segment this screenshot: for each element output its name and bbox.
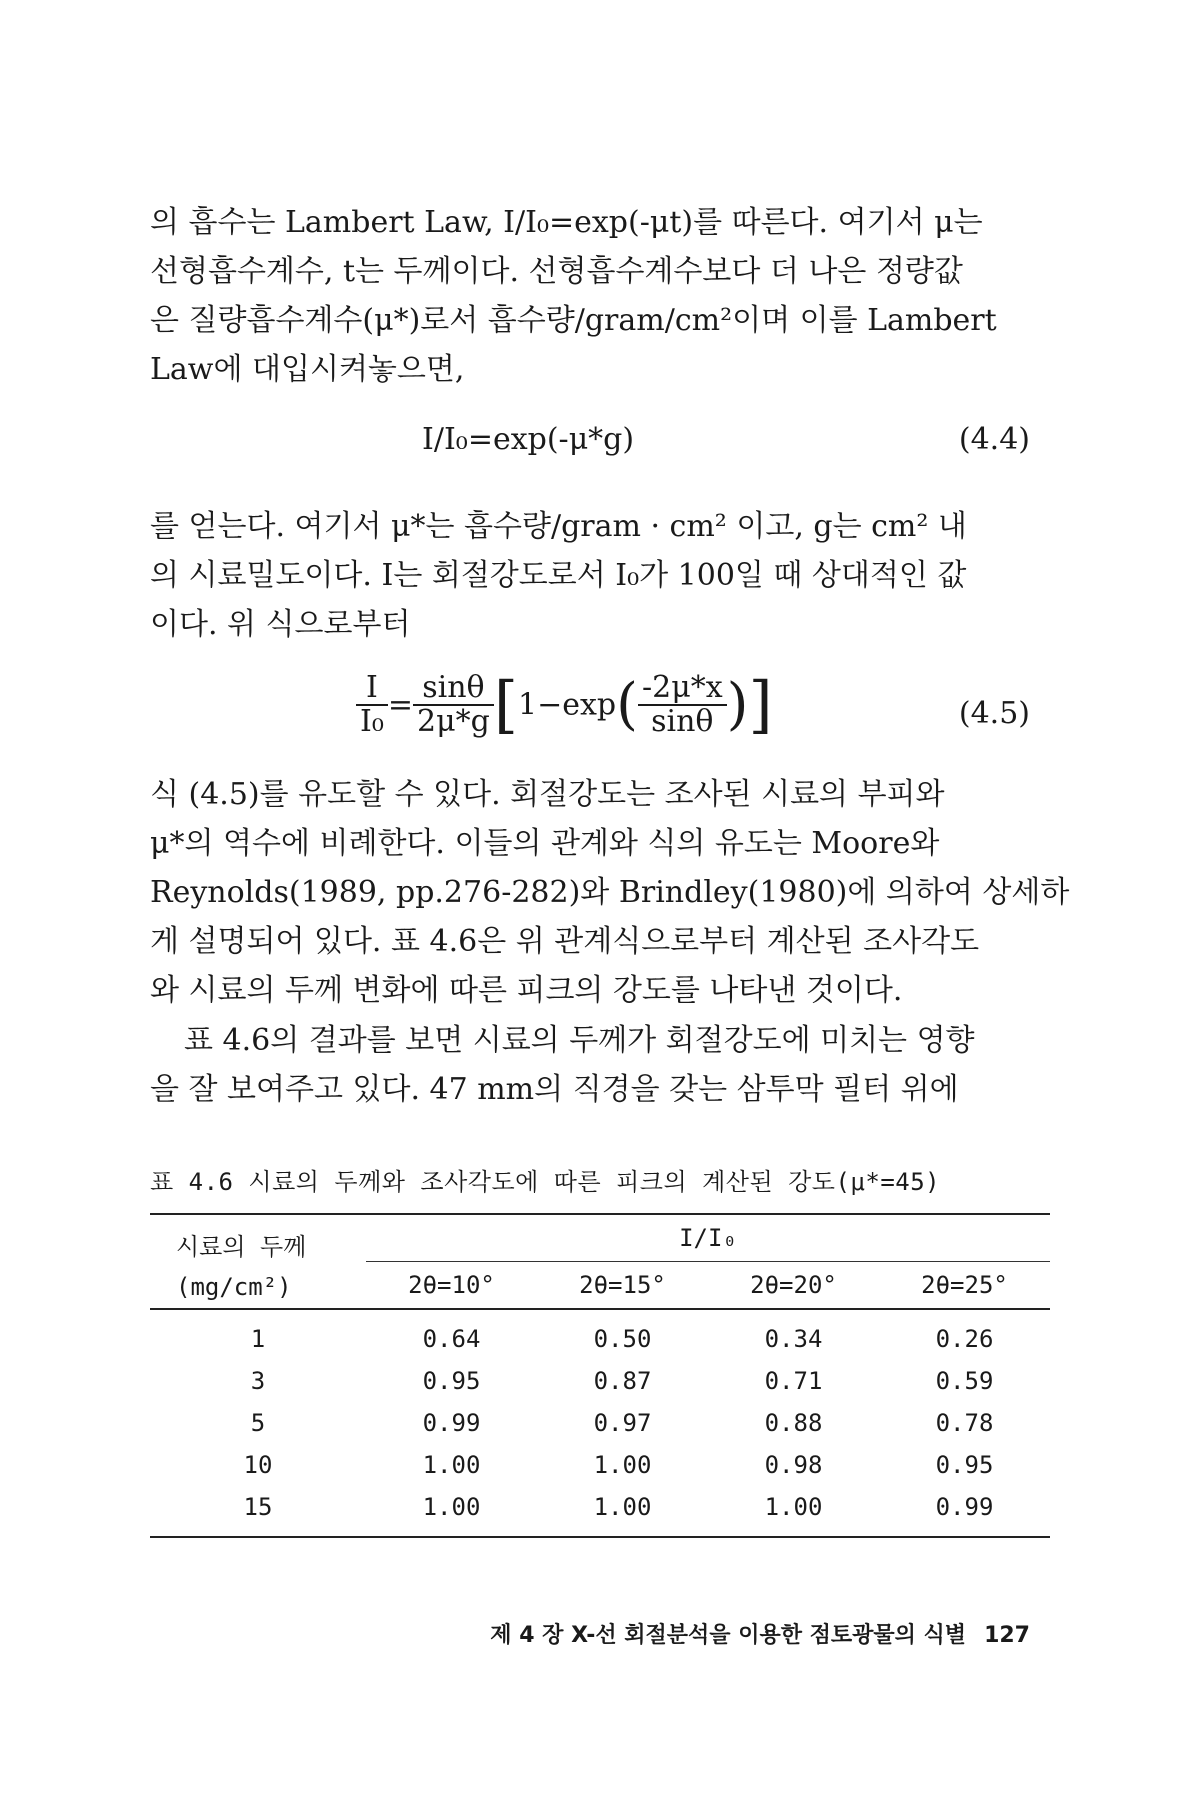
row-header [150,1214,366,1309]
row-header-label: 시료의 두께 [176,1232,307,1261]
value-cell: 1.00 [422,1451,481,1479]
paragraph-intro [150,198,1030,394]
text-line: 식 (4.5)를 유도할 수 있다. 회절강도는 조사된 시료의 부피와 [150,777,945,812]
text-line: 와 시료의 두께 변화에 따른 피크의 강도를 나타낸 것이다. [150,973,903,1008]
table-row [150,1360,1050,1402]
value-cell: 0.87 [593,1367,652,1395]
equation-expression [356,668,773,752]
text-line: 의 흡수는 Lambert Law, I/I₀=exp(-μt)를 따른다. 여기서 μ는 [150,205,983,240]
text-line: 을 잘 보여주고 있다. 47 mm의 직경을 갖는 삼투막 필터 위에 [150,1072,959,1107]
fraction-numerator: -2μ*x [638,672,727,706]
page-footer [150,1618,1030,1649]
data-table [150,1213,1050,1538]
fraction-denominator: 2μ*g [417,704,490,739]
equation-4-4 [150,422,1030,462]
value-cell: 0.59 [935,1367,994,1395]
text-line: μ*의 역수에 비례한다. 이들의 관계와 식의 유도는 Moore와 [150,826,940,861]
left-bracket: [ [493,668,519,741]
value-cell: 0.99 [935,1493,994,1521]
fraction-factor [413,672,494,738]
fraction-numerator: sinθ [413,672,494,706]
inner-prefix: 1−exp [518,687,617,723]
value-cell: 1.00 [764,1493,823,1521]
paragraph-definitions [150,502,1030,649]
value-cell: 0.88 [764,1409,823,1437]
value-cell: 0.98 [764,1451,823,1479]
thickness-cell: 3 [250,1367,266,1395]
thickness-cell: 15 [243,1493,273,1521]
text-line: 를 얻는다. 여기서 μ*는 흡수량/gram · cm² 이고, g는 cm² 내 [150,509,967,544]
thickness-cell: 5 [250,1409,266,1437]
equals-sign: = [387,687,414,723]
text-line: 이다. 위 식으로부터 [150,607,411,642]
page-number: 127 [984,1623,1030,1648]
table-row [150,1309,1050,1360]
paragraph-derivation [150,770,1070,1015]
text-line: 은 질량흡수계수(μ*)로서 흡수량/gram/cm²이며 이를 Lambert [150,303,997,338]
table-row [150,1444,1050,1486]
value-cell: 0.34 [764,1325,823,1353]
left-paren: ( [616,672,638,737]
fraction-exponent [638,672,727,738]
equation-expression: I/I₀=exp(-μ*g) [422,422,635,457]
text-line: Law에 대입시켜놓으면, [150,352,465,387]
column-header: 2θ=25° [921,1271,1008,1299]
fraction-denominator: sinθ [651,704,714,739]
row-header-unit: (mg/cm²) [176,1272,292,1301]
equation-label: (4.4) [958,422,1030,457]
value-cell: 0.99 [422,1409,481,1437]
value-cell: 1.00 [593,1451,652,1479]
column-header: 2θ=10° [408,1271,495,1299]
value-cell: 0.50 [593,1325,652,1353]
value-cell: 0.64 [422,1325,481,1353]
fraction-numerator: I [356,672,388,706]
fraction-denominator: I₀ [360,704,384,739]
column-header: 2θ=20° [750,1271,837,1299]
value-cell: 0.26 [935,1325,994,1353]
value-cell: 1.00 [422,1493,481,1521]
column-header: 2θ=15° [579,1271,666,1299]
fraction-lhs [356,672,388,738]
table-caption: 표 4.6 시료의 두께와 조사각도에 따른 피크의 계산된 강도(μ*=45) [150,1168,941,1196]
text-line: 선형흡수계수, t는 두께이다. 선형흡수계수보다 더 나은 정량값 [150,254,963,289]
equation-label: (4.5) [958,696,1030,731]
value-cell: 0.78 [935,1409,994,1437]
text-line: 의 시료밀도이다. I는 회절강도로서 I₀가 100일 때 상대적인 값 [150,558,967,593]
value-cell: 1.00 [593,1493,652,1521]
value-cell: 0.95 [935,1451,994,1479]
value-cell: 0.97 [593,1409,652,1437]
text-line: Reynolds(1989, pp.276-282)와 Brindley(1980)에 의하여 상세하 [150,875,1070,910]
table-row [150,1486,1050,1537]
text-line: 표 4.6의 결과를 보면 시료의 두께가 회절강도에 미치는 영향 [184,1023,975,1058]
right-bracket: ] [748,668,773,741]
group-header: I/I₀ [366,1214,1050,1262]
value-cell: 0.71 [764,1367,823,1395]
value-cell: 0.95 [422,1367,481,1395]
thickness-cell: 1 [250,1325,266,1353]
text-line: 게 설명되어 있다. 표 4.6은 위 관계식으로부터 계산된 조사각도 [150,924,980,959]
chapter-title: 제 4 장 X-선 회절분석을 이용한 점토광물의 식별 [490,1623,967,1648]
paragraph-results [150,1016,1030,1114]
right-paren: ) [726,672,749,737]
table-row [150,1402,1050,1444]
thickness-cell: 10 [243,1451,273,1479]
